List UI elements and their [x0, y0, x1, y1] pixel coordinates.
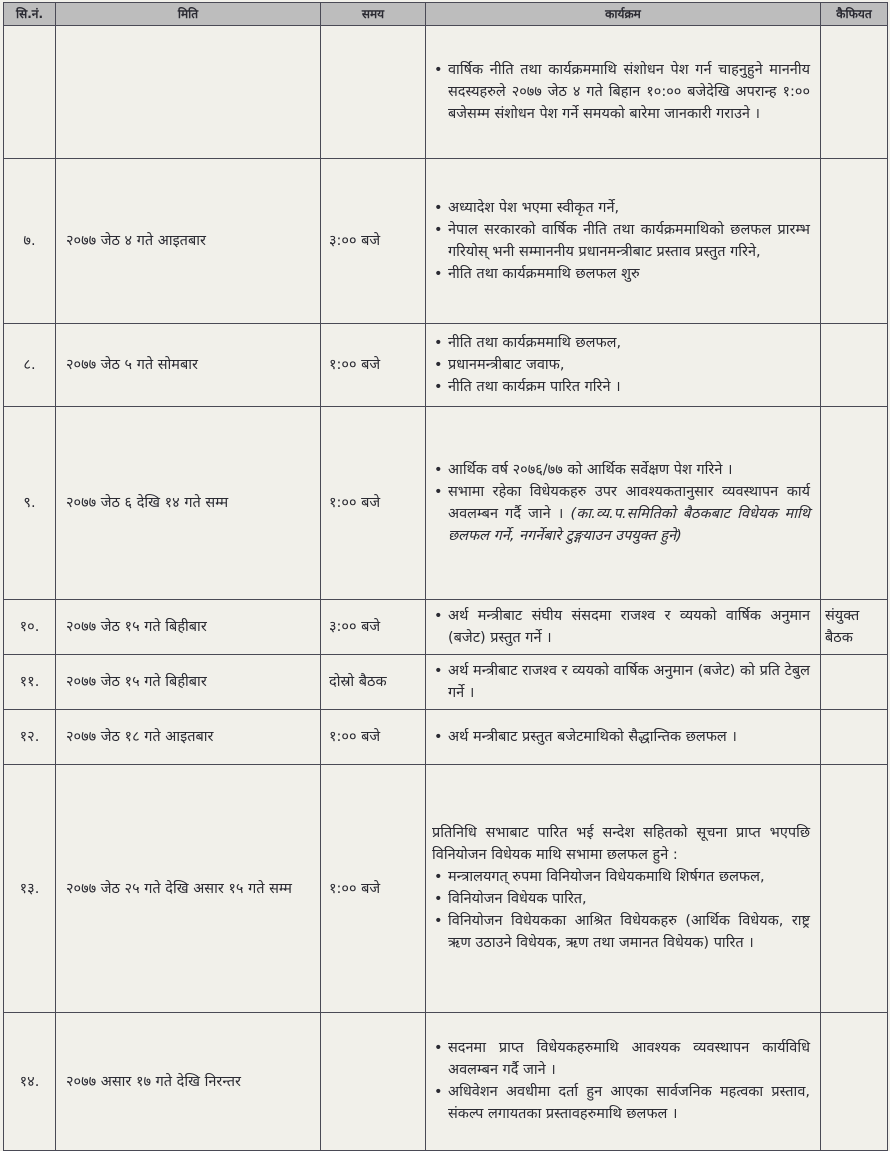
table-row: [4, 710, 888, 765]
program-item: [432, 605, 810, 649]
program-list: [432, 1037, 810, 1125]
program-item: [432, 888, 810, 910]
program-item-note: (का.व्य.प.समितिको बैठकबाट विधेयक माथि छलफल गर्ने, नगर्नेबारे टुङ्गयाउन उपयुक्त हुने): [448, 505, 811, 544]
program-list: [432, 332, 810, 398]
program-item-text: विनियोजन विधेयकका आश्रित विधेयकहरु (आर्थिक विधेयक, राष्ट्र ऋण उठाउने विधेयक, ऋण तथा जमानत विधेयक) पारित ।: [448, 913, 810, 951]
program-item-text: अधिवेशन अवधीमा दर्ता हुन आएका सार्वजनिक महत्वका प्रस्ताव, संकल्प लगायतका प्रस्तावहरुमाथि छलफल ।: [448, 1084, 810, 1122]
program-item-text: वार्षिक नीति तथा कार्यक्रममाथि संशोधन पेश गर्न चाहनुहुने माननीय सदस्यहरुले २०७७ जेठ ४ गते बिहान १०:०० बजेदेखि अपरान्ह १:०० बजेसम्म संशोधन पेश गर्ने समयको बारेमा जानकारी गराउने ।: [448, 61, 810, 122]
program-item: [432, 481, 810, 547]
header-remarks: कैफियत: [821, 3, 888, 26]
program-item: [432, 263, 810, 285]
remarks-cell: [821, 324, 888, 407]
time-cell: ३:०० बजे: [321, 159, 426, 324]
program-item: [432, 726, 810, 748]
program-cell: [426, 655, 821, 710]
program-item-text: सदनमा प्राप्त विधेयकहरुमाथि आवश्यक व्यवस्थापन कार्यविधि अवलम्बन गर्दै जाने ।: [448, 1040, 810, 1078]
program-list: [432, 660, 810, 704]
header-serial: सि.नं.: [4, 3, 56, 26]
program-item-text: अर्थ मन्त्रीबाट प्रस्तुत बजेटमाथिको सैद्धान्तिक छलफल ।: [448, 728, 737, 745]
serial-cell: ११.: [4, 655, 56, 710]
date-cell: २०७७ जेठ १५ गते बिहीबार: [56, 600, 321, 655]
header-row: [4, 3, 888, 26]
program-cell: [426, 159, 821, 324]
program-item-text: नीति तथा कार्यक्रममाथि छलफल,: [448, 334, 622, 351]
program-item: [432, 660, 810, 704]
date-cell: २०७७ जेठ १५ गते बिहीबार: [56, 655, 321, 710]
program-item-text: विनियोजन विधेयक पारित,: [448, 891, 587, 907]
table-row: [4, 324, 888, 407]
date-cell: २०७७ जेठ ५ गते सोमबार: [56, 324, 321, 407]
program-item-text: नेपाल सरकारको वार्षिक नीति तथा कार्यक्रममाथिको छलफल प्रारम्भ गरियोस् भनी सम्माननीय प्रधानमन्त्रीबाट प्रस्ताव प्रस्तुत गरिने,: [448, 221, 810, 260]
program-item: [432, 197, 810, 219]
program-item: [432, 910, 810, 954]
serial-cell: ८.: [4, 324, 56, 407]
program-item-text: अध्यादेश पेश भएमा स्वीकृत गर्ने,: [448, 199, 620, 216]
time-cell: ३:०० बजे: [321, 600, 426, 655]
remarks-cell: [821, 159, 888, 324]
serial-cell: ९.: [4, 407, 56, 600]
program-item: [432, 459, 810, 481]
program-intro: प्रतिनिधि सभाबाट पारित भई सन्देश सहितको सूचना प्राप्त भएपछि विनियोजन विधेयक माथि सभामा छलफल हुने :: [432, 825, 810, 863]
program-item-text: मन्त्रालयगत् रुपमा विनियोजन विधेयकमाथि शिर्षगत छलफल,: [448, 869, 765, 885]
program-item-text: अर्थ मन्त्रीबाट संघीय संसदमा राजश्व र व्ययको वार्षिक अनुमान (बजेट) प्रस्तुत गर्ने ।: [448, 607, 810, 646]
table-row: [4, 600, 888, 655]
date-cell: २०७७ जेठ २५ गते देखि असार १५ गते सम्म: [56, 765, 321, 1013]
program-list: [432, 459, 810, 547]
program-item: [432, 219, 810, 263]
time-cell: १:०० बजे: [321, 765, 426, 1013]
table-row: [4, 407, 888, 600]
program-cell: [426, 1013, 821, 1151]
program-item-text: नीति तथा कार्यक्रम पारित गरिने ।: [448, 378, 621, 395]
time-cell: [321, 26, 426, 159]
time-cell: [321, 1013, 426, 1151]
time-cell: दोस्रो बैठक: [321, 655, 426, 710]
program-item: [432, 866, 810, 888]
program-list: [432, 197, 810, 285]
table-row: [4, 159, 888, 324]
header-program: कार्यक्रम: [426, 3, 821, 26]
program-item-text: प्रधानमन्त्रीबाट जवाफ,: [448, 356, 565, 373]
serial-cell: १४.: [4, 1013, 56, 1151]
date-cell: [56, 26, 321, 159]
program-item: [432, 1037, 810, 1081]
program-item: [432, 376, 810, 398]
table-row: [4, 765, 888, 1013]
program-cell: [426, 26, 821, 159]
program-item-text: नीति तथा कार्यक्रममाथि छलफल शुरु: [448, 265, 640, 282]
program-cell: [426, 407, 821, 600]
table-body: [4, 26, 888, 1151]
table-row: [4, 26, 888, 159]
program-cell: [426, 600, 821, 655]
serial-cell: ७.: [4, 159, 56, 324]
program-item: [432, 332, 810, 354]
serial-cell: [4, 26, 56, 159]
date-cell: २०७७ जेठ १८ गते आइतबार: [56, 710, 321, 765]
remarks-cell: [821, 1013, 888, 1151]
table-row: [4, 655, 888, 710]
serial-cell: १०.: [4, 600, 56, 655]
program-item: [432, 59, 810, 125]
program-list: [432, 59, 810, 125]
time-cell: १:०० बजे: [321, 710, 426, 765]
program-cell: [426, 710, 821, 765]
program-list: [432, 726, 810, 748]
remarks-cell: [821, 765, 888, 1013]
program-item-text: आर्थिक वर्ष २०७६/७७ को आर्थिक सर्वेक्षण पेश गरिने ।: [448, 461, 733, 478]
program-item: [432, 1081, 810, 1125]
program-item-text: अर्थ मन्त्रीबाट राजश्व र व्ययको वार्षिक अनुमान (बजेट) को प्रति टेबुल गर्ने ।: [448, 662, 810, 701]
header-date: मिति: [56, 3, 321, 26]
remarks-cell: [821, 655, 888, 710]
remarks-cell: [821, 407, 888, 600]
date-cell: २०७७ जेठ ६ देखि १४ गते सम्म: [56, 407, 321, 600]
program-cell: [426, 765, 821, 1013]
serial-cell: १३.: [4, 765, 56, 1013]
remarks-cell: [821, 710, 888, 765]
remarks-cell: संयुक्त बैठक: [821, 600, 888, 655]
date-cell: २०७७ जेठ ४ गते आइतबार: [56, 159, 321, 324]
time-cell: १:०० बजे: [321, 407, 426, 600]
program-cell: [426, 324, 821, 407]
time-cell: १:०० बजे: [321, 324, 426, 407]
program-list: [432, 866, 810, 954]
date-cell: २०७७ असार १७ गते देखि निरन्तर: [56, 1013, 321, 1151]
serial-cell: १२.: [4, 710, 56, 765]
table-row: [4, 1013, 888, 1151]
header-time: समय: [321, 3, 426, 26]
program-item-text: सभामा रहेका विधेयकहरु उपर आवश्यकतानुसार व्यवस्थापन कार्य अवलम्बन गर्दै जाने ।: [448, 483, 810, 522]
schedule-table: [3, 2, 888, 1151]
program-list: [432, 605, 810, 649]
remarks-cell: [821, 26, 888, 159]
program-item: [432, 354, 810, 376]
